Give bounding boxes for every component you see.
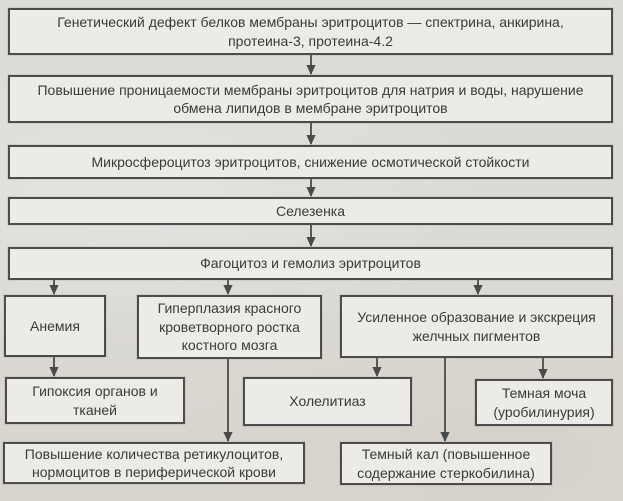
node-reticulocytes-increase [3,442,305,484]
node-microspherocytosis [8,145,613,179]
node-phagocytosis-hemolysis [8,247,613,280]
node-genetic-defect [8,8,613,55]
node-red-marrow-hyperplasia [137,295,322,359]
node-red-marrow-hyperplasia-label: Гиперплазия красного кроветворного ростка костного мозга [157,300,302,354]
node-spleen [8,197,613,225]
node-anemia-label: Анемия [30,317,80,334]
node-genetic-defect-label: Генетический дефект белков мембраны эритроцитов — спектрина, анкирина, протеина-3, протеина-4.2 [57,14,564,49]
node-hypoxia-label: Гипоксия органов и тканей [32,383,158,418]
node-membrane-permeability-label: Повышение проницаемости мембраны эритроцитов для натрия и воды, нарушение обмена липидов в мембране эритроцитов [37,81,584,116]
node-spleen-label: Селезенка [275,202,346,219]
node-dark-feces-label: Темный кал (повышенное содержание стеркобилина) [357,446,535,481]
node-dark-feces [340,442,552,485]
node-hypoxia [5,377,185,424]
node-dark-urine [475,379,613,426]
node-cholelithiasis [243,377,412,426]
node-dark-urine-label: Темная моча (уробилинурия) [493,385,595,420]
node-phagocytosis-hemolysis-label: Фагоцитоз и гемолиз эритроцитов [200,255,421,272]
node-cholelithiasis-label: Холелитиаз [289,393,366,410]
node-anemia [4,295,106,357]
node-bile-pigments [340,295,613,358]
node-membrane-permeability [8,75,613,123]
node-microspherocytosis-label: Микросфероцитоз эритроцитов, снижение осмотической стойкости [91,153,530,170]
node-reticulocytes-increase-label: Повышение количества ретикулоцитов, нормоцитов в периферической крови [24,445,284,480]
node-bile-pigments-label: Усиленное образование и экскреция желчных пигментов [357,309,596,344]
